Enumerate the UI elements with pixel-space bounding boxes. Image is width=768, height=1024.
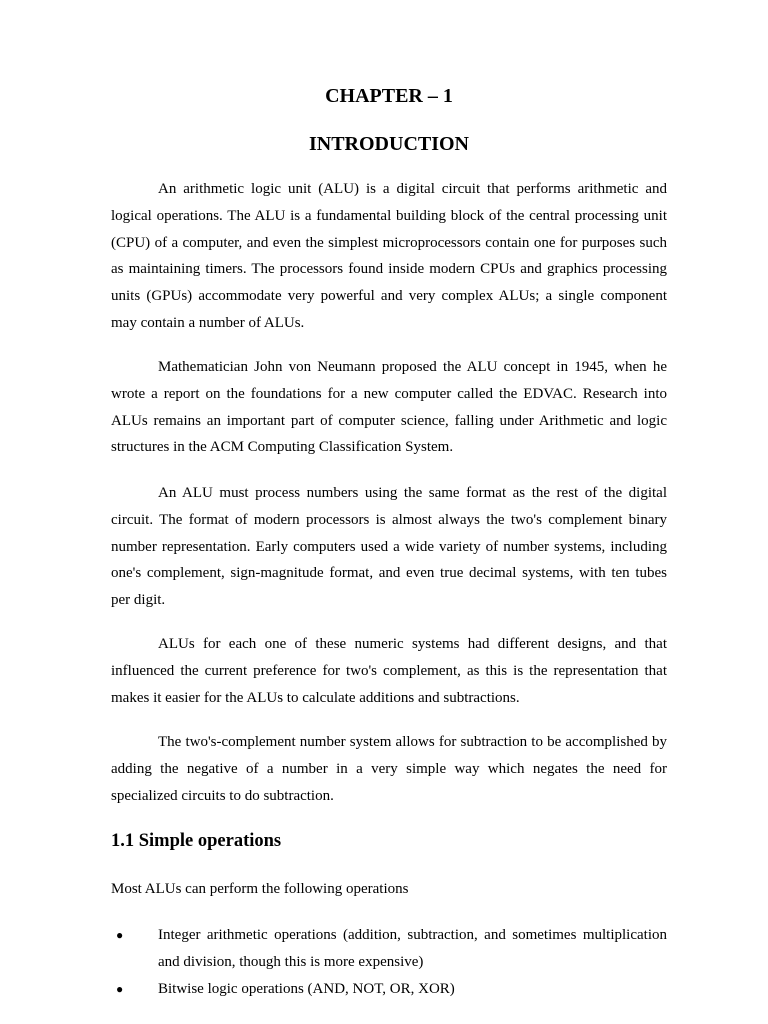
paragraph-alu-definition: An arithmetic logic unit (ALU) is a digital circuit that performs arithmetic and logical operations. The ALU is a fundamental building block of the central processing unit (CPU) of a computer, and even the simplest microprocessors contain one for purposes such as maintaining timers. The processors found inside modern CPUs and graphics processing units (GPUs) accommodate very powerful and very complex ALUs; a single component may contain a number of ALUs. [111, 181, 667, 331]
bullet-icon: ● [116, 981, 124, 996]
list-item [111, 976, 667, 1003]
paragraph-number-format: An ALU must process numbers using the same format as the rest of the digital circuit. The format of modern processors is almost always the two's complement binary number representation. Early computers used a wide variety of number systems, including one's complement, sign-magnitude format, and even true decimal systems, with ten tubes per digit. [111, 485, 667, 609]
list-item-text: Bitwise logic operations (AND, NOT, OR, XOR) [158, 980, 455, 997]
paragraph-von-neumann: Mathematician John von Neumann proposed the ALU concept in 1945, when he wrote a report on the foundations for a new computer called the EDVAC. Research into ALUs remains an important part of computer science, falling under Arithmetic and logic structures in the ACM Computing Classification System. [111, 359, 667, 456]
list-item [111, 922, 667, 976]
list-item-text: Integer arithmetic operations (addition, subtraction, and sometimes multiplication and division, though this is more expensive) [158, 927, 667, 970]
section-heading: 1.1 Simple operations [111, 831, 282, 851]
paragraph-alu-designs: ALUs for each one of these numeric systems had different designs, and that influenced the current preference for two's complement, as this is the representation that makes it easier for the ALUs to calculate additions and subtractions. [111, 636, 667, 706]
chapter-title: INTRODUCTION [308, 133, 470, 155]
operations-list [111, 922, 667, 1002]
bullet-icon: ● [116, 928, 124, 942]
paragraph-twos-complement: The two's-complement number system allows for subtraction to be accomplished by adding the negative of a number in a very simple way which negates the need for specialized circuits to do subtraction. [111, 734, 667, 804]
chapter-number: CHAPTER – 1 [325, 85, 453, 107]
section-intro: Most ALUs can perform the following operations [111, 881, 409, 897]
